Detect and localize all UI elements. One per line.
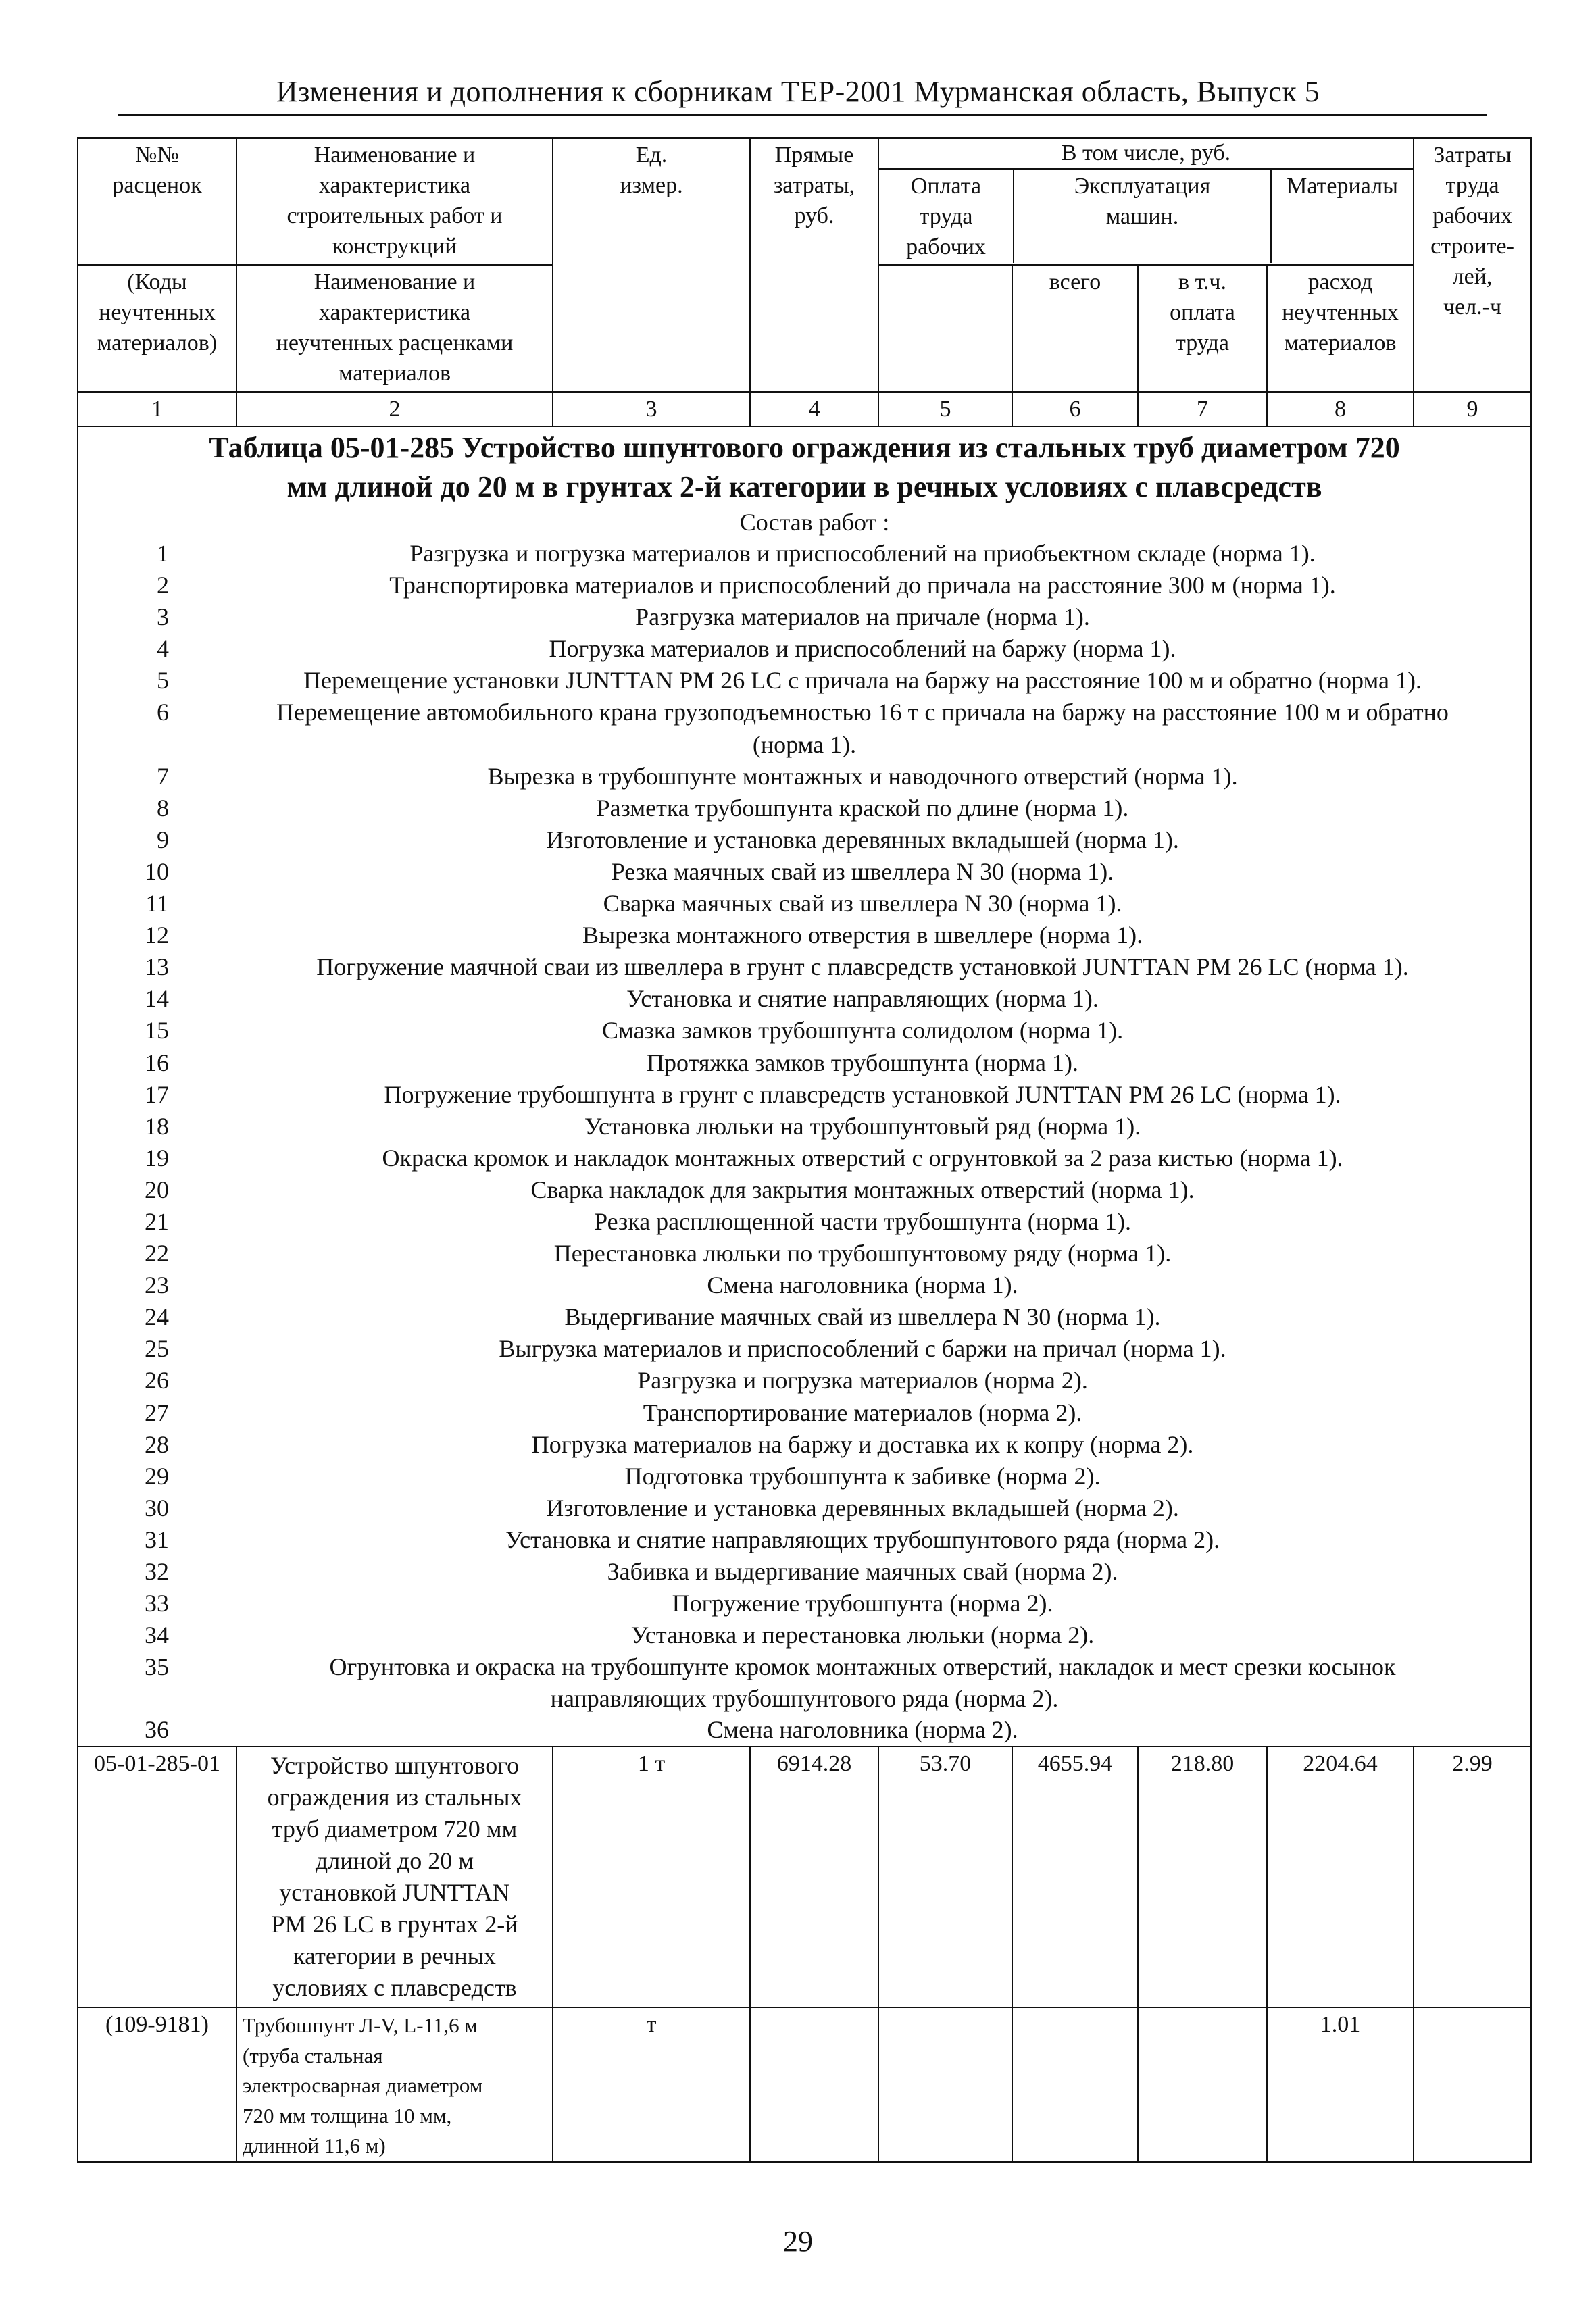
list-item	[81, 1461, 1528, 1492]
work-number: 17	[145, 1080, 169, 1108]
empty-cell	[1138, 2007, 1267, 2162]
work-35-continuation: направляющих трубошпунтового ряда (норма 2).	[550, 1685, 1059, 1713]
list-item	[81, 1111, 1528, 1142]
list-item	[81, 1015, 1528, 1047]
table-row	[78, 1746, 1531, 2007]
col6-header: всего	[1012, 265, 1138, 392]
work-number: 10	[145, 857, 169, 885]
list-item	[81, 920, 1528, 951]
list-item	[81, 761, 1528, 793]
list-item	[81, 1047, 1528, 1079]
work-text: Резка расплющенной части трубошпунта (норма 1).	[594, 1207, 1131, 1235]
section-title-line-2: мм длиной до 20 м в грунтах 2-й категории в речных условиях с плавсредств	[286, 470, 1322, 503]
work-text: Огрунтовка и окраска на трубошпунте кромок монтажных отверстий, накладок и мест срезки косынок	[329, 1653, 1396, 1681]
material-code: (109-9181)	[78, 2007, 236, 2162]
work-number: 33	[145, 1590, 169, 1617]
section-cell	[78, 426, 1531, 1746]
work-text: Вырезка в трубошпунте монтажных и наводочного отверстий (норма 1).	[487, 762, 1238, 790]
work-number: 32	[145, 1558, 169, 1585]
works-list	[81, 761, 1528, 1684]
direct-costs: 6914.28	[750, 1746, 878, 2007]
work-text: Забивка и выдергивание маячных свай (норма 2).	[607, 1558, 1118, 1585]
column-numbers-row	[78, 392, 1531, 426]
list-item	[81, 793, 1528, 824]
work-number: 13	[145, 953, 169, 981]
list-item	[81, 1429, 1528, 1461]
work-number: 1	[157, 540, 169, 567]
work-number: 35	[145, 1653, 169, 1681]
works-label: Состав работ :	[739, 509, 890, 536]
work-number: 31	[145, 1526, 169, 1553]
list-item	[81, 601, 1528, 633]
col8-header-top: Материалы	[1287, 174, 1398, 199]
work-text: Перемещение автомобильного крана грузоподъемностью 16 т с причала на баржу на расстояние 100 м и обратно	[276, 699, 1449, 726]
work-number: 25	[145, 1335, 169, 1363]
work-text: Погрузка материалов и приспособлений на баржу (норма 1).	[549, 635, 1176, 663]
work-number: 21	[145, 1207, 169, 1235]
col2-header-bottom: Наименование и характеристика неучтенных расценками материалов	[236, 265, 553, 392]
labor-costs: 53.70	[878, 1746, 1012, 2007]
work-text: Сварка маячных свай из швеллера N 30 (норма 1).	[603, 890, 1122, 917]
empty-cell	[878, 2007, 1012, 2162]
col2-header-top: Наименование и характеристика строительных работ и конструкций	[236, 138, 553, 265]
work-6-continuation: (норма 1).	[752, 730, 857, 758]
work-text: Разгрузка и погрузка материалов (норма 2).	[637, 1367, 1088, 1394]
machine-labor-costs: 218.80	[1138, 1746, 1267, 2007]
work-text: Смена наголовника (норма 1).	[707, 1272, 1018, 1299]
work-number: 8	[157, 794, 169, 822]
empty-cell	[750, 2007, 878, 2162]
work-number: 15	[145, 1017, 169, 1045]
work-text: Установка и перестановка люльки (норма 2).	[630, 1621, 1095, 1649]
work-text: Перемещение установки JUNTTAN PM 26 LC с причала на баржу на расстояние 100 м и обратно (норма 1).	[303, 667, 1422, 695]
work-text: Изготовление и установка деревянных вкладышей (норма 1).	[546, 826, 1179, 853]
work-number: 36	[145, 1716, 169, 1744]
work-number: 28	[145, 1430, 169, 1458]
material-unit: т	[553, 2007, 750, 2162]
header-rule	[118, 114, 1487, 116]
list-item	[81, 1365, 1528, 1397]
list-item	[81, 1301, 1528, 1333]
col-number: 5	[878, 392, 1012, 426]
work-number: 6	[157, 699, 169, 726]
list-item	[81, 824, 1528, 856]
work-text: Смазка замков трубошпунта солидолом (норма 1).	[601, 1017, 1124, 1045]
list-item	[81, 570, 1528, 601]
list-item	[81, 1524, 1528, 1556]
work-text: Перестановка люльки по трубошпунтовому ряду (норма 1).	[553, 1240, 1172, 1267]
list-item	[81, 1333, 1528, 1365]
col-number: 8	[1267, 392, 1414, 426]
work-text: Разгрузка материалов на причале (норма 1).	[635, 603, 1090, 631]
work-text: Смена наголовника (норма 2).	[707, 1716, 1018, 1744]
col-number: 7	[1138, 392, 1267, 426]
work-text: Установка люльки на трубошпунтовый ряд (норма 1).	[584, 1112, 1141, 1140]
works-list	[81, 538, 1528, 729]
list-item	[81, 983, 1528, 1015]
work-text: Разметка трубошпунта краской по длине (норма 1).	[596, 794, 1129, 822]
rates-table	[77, 137, 1532, 2163]
col7-header: в т.ч. оплата труда	[1138, 265, 1267, 392]
work-text: Подготовка трубошпунта к забивке (норма 2).	[624, 1462, 1101, 1490]
col5-header: Оплата труда рабочих	[879, 170, 1014, 263]
col3-header: Ед. измер.	[553, 138, 750, 392]
col6-group-header: Эксплуатация машин.	[1014, 170, 1272, 263]
work-number: 3	[157, 603, 169, 631]
list-item	[81, 665, 1528, 697]
work-text: Установка и снятие направляющих (норма 1).	[626, 985, 1099, 1013]
list-item	[81, 856, 1528, 888]
material-quantity: 1.01	[1267, 2007, 1414, 2162]
col-number: 2	[236, 392, 553, 426]
work-number: 30	[145, 1494, 169, 1521]
work-text: Резка маячных свай из швеллера N 30 (норма 1).	[611, 857, 1114, 885]
work-number: 14	[145, 985, 169, 1013]
list-item	[81, 1397, 1528, 1429]
empty-cell	[1414, 2007, 1531, 2162]
work-number: 12	[145, 922, 169, 949]
list-item	[81, 1651, 1528, 1683]
list-item	[81, 697, 1528, 728]
table-section-row	[78, 426, 1531, 1746]
list-item	[81, 1588, 1528, 1619]
col1-header-top: №№ расценок	[78, 138, 236, 265]
list-item	[81, 1715, 1528, 1744]
section-title-line-1: Таблица 05-01-285 Устройство шпунтового ограждения из стальных труб диаметром 720	[209, 431, 1400, 464]
col-number: 9	[1414, 392, 1531, 426]
list-item	[81, 888, 1528, 920]
work-number: 22	[145, 1240, 169, 1267]
work-number: 9	[157, 826, 169, 853]
work-number: 11	[145, 890, 169, 917]
list-item	[81, 1079, 1528, 1111]
work-number: 24	[145, 1303, 169, 1331]
work-number: 4	[157, 635, 169, 663]
work-text: Изготовление и установка деревянных вкладышей (норма 2).	[546, 1494, 1179, 1521]
work-text: Сварка накладок для закрытия монтажных отверстий (норма 1).	[530, 1176, 1195, 1203]
col-number: 1	[78, 392, 236, 426]
material-name: Трубошпунт Л-V, L-11,6 м (труба стальная электросварная диаметром 720 мм толщина 10 мм, длинной 11,6 м)	[236, 2007, 553, 2162]
work-number: 2	[157, 572, 169, 599]
work-number: 7	[157, 762, 169, 790]
col-number: 6	[1012, 392, 1138, 426]
work-number: 34	[145, 1621, 169, 1649]
list-item	[81, 1556, 1528, 1588]
rate-code: 05-01-285-01	[78, 1746, 236, 2007]
list-item	[81, 951, 1528, 983]
work-text: Погружение трубошпунта (норма 2).	[672, 1590, 1053, 1617]
work-number: 5	[157, 667, 169, 695]
work-text: Выдергивание маячных свай из швеллера N 30 (норма 1).	[564, 1303, 1161, 1331]
work-number: 29	[145, 1462, 169, 1490]
running-header: Изменения и дополнения к сборникам ТЕР-2001 Мурманская область, Выпуск 5	[276, 75, 1320, 108]
col-number: 4	[750, 392, 878, 426]
col-number: 3	[553, 392, 750, 426]
work-number: 19	[145, 1144, 169, 1172]
work-text: Погрузка материалов на баржу и доставка их к копру (норма 2).	[531, 1430, 1194, 1458]
work-text: Транспортирование материалов (норма 2).	[643, 1399, 1082, 1426]
work-text: Вырезка монтажного отверстия в швеллере (норма 1).	[582, 922, 1143, 949]
header-row-1	[78, 138, 1531, 265]
work-text: Транспортировка материалов и приспособлений до причала на расстояние 300 м (норма 1).	[389, 572, 1336, 599]
list-item	[81, 1492, 1528, 1524]
material-costs: 2204.64	[1267, 1746, 1414, 2007]
col5-header-bottom	[878, 265, 1012, 392]
list-item	[81, 1174, 1528, 1206]
work-number: 16	[145, 1049, 169, 1076]
work-number: 20	[145, 1176, 169, 1203]
list-item	[81, 1269, 1528, 1301]
list-item	[81, 633, 1528, 665]
included-group-header	[878, 138, 1414, 265]
col9-header: Затраты труда рабочих строите- лей, чел.-ч	[1414, 138, 1531, 392]
rate-name: Устройство шпунтового ограждения из стальных труб диаметром 720 мм длиной до 20 м установкой JUNTTAN PM 26 LC в грунтах 2-й категории в речных условиях с плавсредств	[236, 1746, 553, 2007]
list-item	[81, 1206, 1528, 1238]
machine-costs-total: 4655.94	[1012, 1746, 1138, 2007]
work-text: Выгрузка материалов и приспособлений с баржи на причал (норма 1).	[499, 1335, 1226, 1363]
included-label: В том числе, руб.	[879, 139, 1413, 170]
work-number: 27	[145, 1399, 169, 1426]
list-item	[81, 1619, 1528, 1651]
work-text: Погружение трубошпунта в грунт с плавсредств установкой JUNTTAN PM 26 LC (норма 1).	[384, 1080, 1341, 1108]
work-text: Разгрузка и погрузка материалов и приспособлений на приобъектном складе (норма 1).	[409, 540, 1316, 567]
work-number: 18	[145, 1112, 169, 1140]
work-number: 26	[145, 1367, 169, 1394]
table-row	[78, 2007, 1531, 2162]
list-item	[81, 1142, 1528, 1174]
col4-header: Прямые затраты, руб.	[750, 138, 878, 392]
list-item	[81, 1238, 1528, 1269]
list-item	[81, 538, 1528, 570]
work-text: Протяжка замков трубошпунта (норма 1).	[647, 1049, 1078, 1076]
labor-hours: 2.99	[1414, 1746, 1531, 2007]
col1-header-bottom: (Коды неучтенных материалов)	[78, 265, 236, 392]
empty-cell	[1012, 2007, 1138, 2162]
work-number: 23	[145, 1272, 169, 1299]
work-text: Установка и снятие направляющих трубошпунтового ряда (норма 2).	[505, 1526, 1220, 1553]
work-text: Окраска кромок и накладок монтажных отверстий с огрунтовкой за 2 раза кистью (норма 1).	[382, 1144, 1343, 1172]
col8-header-bottom: расход неучтенных материалов	[1267, 265, 1414, 392]
work-text: Погружение маячной сваи из швеллера в грунт с плавсредств установкой JUNTTAN PM 26 LC (норма 1).	[316, 953, 1409, 981]
rate-unit: 1 т	[553, 1746, 750, 2007]
page-number: 29	[783, 2225, 813, 2258]
